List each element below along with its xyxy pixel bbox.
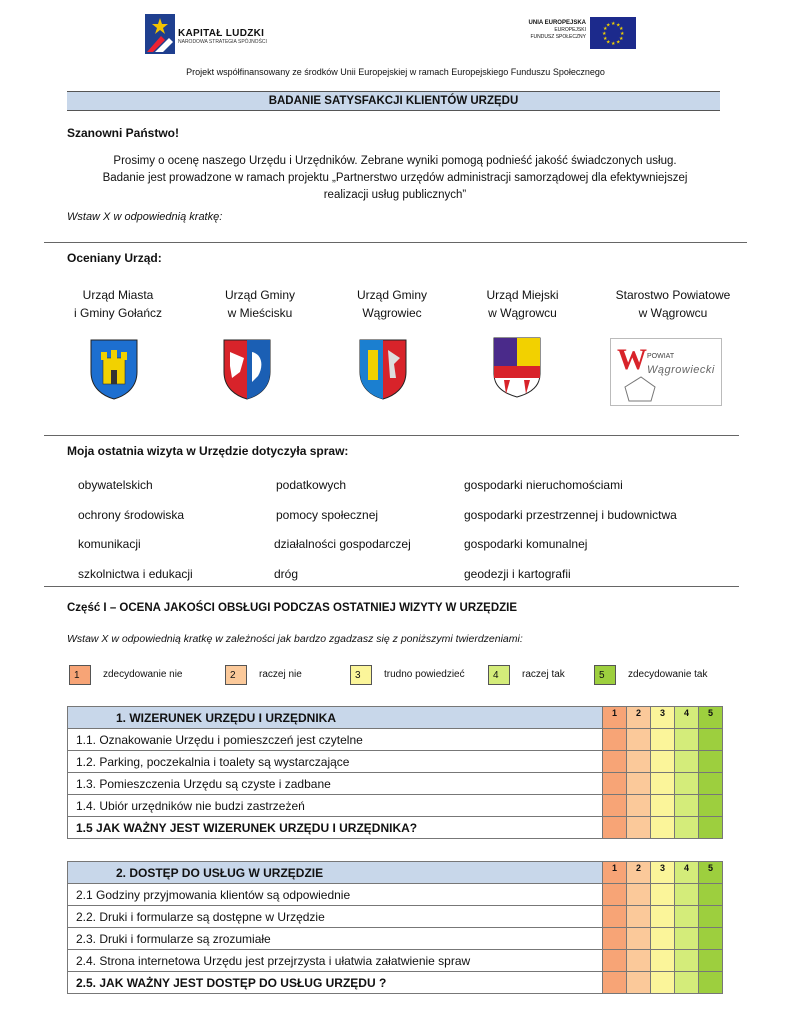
office-line-1: Starostwo Powiatowe bbox=[615, 288, 731, 302]
rating-cell-3[interactable] bbox=[651, 773, 675, 795]
rating-cell-5[interactable] bbox=[699, 884, 723, 906]
table-row bbox=[68, 795, 723, 817]
svg-text:W: W bbox=[617, 343, 647, 376]
rating-cell-3[interactable] bbox=[651, 972, 675, 994]
case-obywatelskich[interactable]: obywatelskich bbox=[78, 478, 153, 492]
question-label: 1.3. Pomieszczenia Urzędu są czyste i zadbane bbox=[68, 773, 603, 795]
powiat-logo-name: Wągrowiecki bbox=[647, 364, 715, 376]
case-budownictwo[interactable]: gospodarki przestrzennej i budownictwa bbox=[464, 508, 677, 522]
rating-cell-3[interactable] bbox=[651, 729, 675, 751]
golancz-crest-icon bbox=[89, 338, 139, 400]
rating-cell-5[interactable] bbox=[699, 773, 723, 795]
case-srodowisko[interactable]: ochrony środowiska bbox=[78, 508, 185, 522]
question-label: 1.1. Oznakowanie Urzędu i pomieszczeń jest czytelne bbox=[68, 729, 603, 751]
rating-cell-2[interactable] bbox=[627, 751, 651, 773]
rating-cell-3[interactable] bbox=[651, 817, 675, 839]
rating-cell-5[interactable] bbox=[699, 729, 723, 751]
svg-text:★: ★ bbox=[619, 26, 624, 32]
rating-cell-1[interactable] bbox=[603, 906, 627, 928]
rating-cell-5[interactable] bbox=[699, 795, 723, 817]
rating-cell-3[interactable] bbox=[651, 928, 675, 950]
rating-cell-4[interactable] bbox=[675, 972, 699, 994]
intro-text bbox=[60, 153, 730, 204]
svg-text:★: ★ bbox=[603, 36, 608, 42]
miescisko-crest-icon bbox=[222, 338, 272, 400]
rating-cell-1[interactable] bbox=[603, 928, 627, 950]
rating-cell-1[interactable] bbox=[603, 773, 627, 795]
svg-text:★: ★ bbox=[616, 39, 621, 46]
table-row bbox=[68, 928, 723, 950]
office-line-1: Urząd Gminy bbox=[356, 288, 427, 302]
scale-box-4: 4 bbox=[488, 665, 510, 685]
wagrowiec-miasto-crest-icon bbox=[492, 336, 542, 398]
office-line-1: Urząd Miasta bbox=[82, 288, 154, 302]
rating-cell-2[interactable] bbox=[627, 906, 651, 928]
office-line-2: w Wągrowcu bbox=[488, 306, 557, 320]
greeting: Szanowni Państwo! bbox=[67, 126, 180, 140]
office-wagrowiec-gmina[interactable] bbox=[332, 286, 452, 322]
svg-text:★: ★ bbox=[606, 39, 611, 46]
rating-cell-3[interactable] bbox=[651, 950, 675, 972]
rating-cell-4[interactable] bbox=[675, 795, 699, 817]
svg-text:★: ★ bbox=[616, 22, 621, 29]
svg-text:★: ★ bbox=[606, 22, 611, 29]
importance-row bbox=[68, 972, 723, 994]
question-label: 1.2. Parking, poczekalnia i toalety są wystarczające bbox=[68, 751, 603, 773]
rating-cell-4[interactable] bbox=[675, 729, 699, 751]
rating-cell-1[interactable] bbox=[603, 972, 627, 994]
importance-question: 2.5. JAK WAŻNY JEST DOSTĘP DO USŁUG URZĘDU ? bbox=[68, 972, 603, 994]
scale-box-5: 5 bbox=[594, 665, 616, 685]
importance-question: 1.5 JAK WAŻNY JEST WIZERUNEK URZĘDU I URZĘDNIKA? bbox=[68, 817, 603, 839]
rating-cell-3[interactable] bbox=[651, 751, 675, 773]
eu-line-2: EUROPEJSKI bbox=[554, 27, 586, 33]
case-komunalna[interactable]: gospodarki komunalnej bbox=[464, 537, 588, 551]
rating-cell-1[interactable] bbox=[603, 795, 627, 817]
rating-cell-5[interactable] bbox=[699, 817, 723, 839]
question-label: 2.2. Druki i formularze są dostępne w Urzędzie bbox=[68, 906, 603, 928]
instruction: Wstaw X w odpowiednią kratkę: bbox=[67, 211, 223, 223]
section-2-title: 2. DOSTĘP DO USŁUG W URZĘDZIE bbox=[68, 862, 603, 884]
rating-cell-1[interactable] bbox=[603, 751, 627, 773]
case-dzialalnosc[interactable]: działalności gospodarczej bbox=[274, 537, 411, 551]
survey-title: BADANIE SATYSFAKCJI KLIENTÓW URZĘDU bbox=[67, 91, 720, 111]
section-header-row bbox=[68, 862, 723, 884]
rating-cell-4[interactable] bbox=[675, 950, 699, 972]
col-2-header: 2 bbox=[627, 707, 651, 729]
divider bbox=[44, 435, 739, 436]
rating-cell-2[interactable] bbox=[627, 928, 651, 950]
offices-heading: Oceniany Urząd: bbox=[67, 251, 162, 265]
office-line-1: Urząd Gminy bbox=[224, 288, 295, 302]
rating-cell-4[interactable] bbox=[675, 928, 699, 950]
section-header-row bbox=[68, 707, 723, 729]
kapital-ludzki-title: KAPITAŁ LUDZKI bbox=[178, 28, 265, 39]
scale-box-3: 3 bbox=[350, 665, 372, 685]
divider bbox=[44, 242, 747, 243]
scale-label-4: raczej tak bbox=[522, 669, 565, 680]
intro-line-3: realizacji usług publicznych” bbox=[323, 189, 467, 201]
rating-cell-1[interactable] bbox=[603, 950, 627, 972]
table-row bbox=[68, 729, 723, 751]
eu-flag-icon bbox=[590, 17, 636, 49]
question-label: 2.4. Strona internetowa Urzędu jest przejrzysta i ułatwia załatwienie spraw bbox=[68, 950, 603, 972]
intro-line-2: Badanie jest prowadzone w ramach projektu „Partnerstwo urzędów administracji samorządowej dla efektywniejszej bbox=[102, 172, 688, 184]
rating-cell-2[interactable] bbox=[627, 795, 651, 817]
svg-text:★: ★ bbox=[603, 26, 608, 32]
scale-label-2: raczej nie bbox=[259, 669, 302, 680]
scale-label-5: zdecydowanie tak bbox=[628, 669, 708, 680]
rating-cell-5[interactable] bbox=[699, 950, 723, 972]
rating-cell-2[interactable] bbox=[627, 773, 651, 795]
rating-cell-2[interactable] bbox=[627, 950, 651, 972]
col-2-header: 2 bbox=[627, 862, 651, 884]
scale-box-2: 2 bbox=[225, 665, 247, 685]
wagrowiec-gmina-crest-icon bbox=[358, 338, 408, 400]
eu-line-3: FUNDUSZ SPOŁECZNY bbox=[530, 34, 586, 40]
section-2-table bbox=[67, 861, 723, 994]
rating-cell-4[interactable] bbox=[675, 773, 699, 795]
powiat-wagrowiecki-logo bbox=[610, 338, 722, 406]
part1-instruction: Wstaw X w odpowiednią kratkę w zależności jak bardzo zgadzasz się z poniższymi twierdzeniami: bbox=[67, 633, 523, 645]
col-5-header: 5 bbox=[699, 862, 723, 884]
rating-cell-1[interactable] bbox=[603, 884, 627, 906]
rating-cell-5[interactable] bbox=[699, 972, 723, 994]
importance-row bbox=[68, 817, 723, 839]
col-1-header: 1 bbox=[603, 862, 627, 884]
rating-cell-5[interactable] bbox=[699, 906, 723, 928]
svg-text:★: ★ bbox=[602, 31, 607, 37]
col-1-header: 1 bbox=[603, 707, 627, 729]
svg-text:★: ★ bbox=[611, 41, 616, 47]
office-starostwo[interactable] bbox=[598, 286, 748, 322]
case-edukacja[interactable]: szkolnictwa i edukacji bbox=[78, 567, 193, 581]
rating-cell-1[interactable] bbox=[603, 729, 627, 751]
case-podatkowych[interactable]: podatkowych bbox=[276, 478, 347, 492]
col-4-header: 4 bbox=[675, 707, 699, 729]
powiat-logo-top: POWIAT bbox=[647, 353, 675, 360]
kapital-ludzki-subtitle: NARODOWA STRATEGIA SPÓJNOŚCI bbox=[178, 39, 267, 45]
table-row bbox=[68, 950, 723, 972]
rating-cell-2[interactable] bbox=[627, 817, 651, 839]
office-wagrowiec-miasto[interactable] bbox=[460, 286, 585, 322]
eu-line-1: UNIA EUROPEJSKA bbox=[528, 20, 586, 26]
scale-box-1: 1 bbox=[69, 665, 91, 685]
scale-label-3: trudno powiedzieć bbox=[384, 669, 465, 680]
svg-text:★: ★ bbox=[611, 21, 616, 27]
rating-cell-2[interactable] bbox=[627, 972, 651, 994]
rating-cell-2[interactable] bbox=[627, 884, 651, 906]
rating-cell-4[interactable] bbox=[675, 906, 699, 928]
kapital-ludzki-emblem-icon bbox=[143, 14, 177, 54]
svg-text:★: ★ bbox=[619, 36, 624, 42]
office-miescisko[interactable] bbox=[200, 286, 320, 322]
cases-heading: Moja ostatnia wizyta w Urzędzie dotyczyła spraw: bbox=[67, 444, 349, 458]
table-row bbox=[68, 906, 723, 928]
case-nieruchomosci[interactable]: gospodarki nieruchomościami bbox=[464, 478, 623, 492]
rating-cell-3[interactable] bbox=[651, 906, 675, 928]
office-line-2: Wągrowiec bbox=[362, 306, 422, 320]
table-row bbox=[68, 884, 723, 906]
rating-cell-5[interactable] bbox=[699, 751, 723, 773]
office-line-2: w Mieścisku bbox=[227, 306, 293, 320]
case-komunikacja[interactable]: komunikacji bbox=[78, 537, 141, 551]
table-row bbox=[68, 773, 723, 795]
rating-cell-1[interactable] bbox=[603, 817, 627, 839]
eu-logo-text bbox=[500, 20, 586, 41]
col-3-header: 3 bbox=[651, 862, 675, 884]
case-drogi[interactable]: dróg bbox=[274, 567, 299, 581]
rating-cell-5[interactable] bbox=[699, 928, 723, 950]
project-funding-line: Projekt współfinansowany ze środków Unii Europejskiej w ramach Europejskiego Funduszu Społecznego bbox=[186, 67, 605, 77]
col-3-header: 3 bbox=[651, 707, 675, 729]
col-5-header: 5 bbox=[699, 707, 723, 729]
rating-cell-3[interactable] bbox=[651, 795, 675, 817]
col-4-header: 4 bbox=[675, 862, 699, 884]
case-geodezja[interactable]: geodezji i kartografii bbox=[464, 567, 571, 581]
question-label: 2.1 Godziny przyjmowania klientów są odpowiednie bbox=[68, 884, 603, 906]
office-golancz[interactable] bbox=[58, 286, 178, 322]
question-label: 1.4. Ubiór urzędników nie budzi zastrzeżeń bbox=[68, 795, 603, 817]
rating-cell-4[interactable] bbox=[675, 817, 699, 839]
intro-line-1: Prosimy o ocenę naszego Urzędu i Urzędników. Zebrane wyniki pomogą podnieść jakość świadczonych usług. bbox=[113, 155, 677, 167]
rating-cell-3[interactable] bbox=[651, 884, 675, 906]
rating-cell-2[interactable] bbox=[627, 729, 651, 751]
divider bbox=[44, 586, 739, 587]
office-line-1: Urząd Miejski bbox=[486, 288, 559, 302]
office-line-2: i Gminy Gołańcz bbox=[73, 306, 163, 320]
case-pomoc-spoleczna[interactable]: pomocy społecznej bbox=[276, 508, 379, 522]
section-1-title: 1. WIZERUNEK URZĘDU I URZĘDNIKA bbox=[68, 707, 603, 729]
table-row bbox=[68, 751, 723, 773]
office-line-2: w Wągrowcu bbox=[638, 306, 708, 320]
scale-label-1: zdecydowanie nie bbox=[103, 669, 183, 680]
question-label: 2.3. Druki i formularze są zrozumiałe bbox=[68, 928, 603, 950]
part1-heading: Część I – OCENA JAKOŚCI OBSŁUGI PODCZAS OSTATNIEJ WIZYTY W URZĘDZIE bbox=[67, 602, 518, 614]
rating-cell-4[interactable] bbox=[675, 751, 699, 773]
section-1-table bbox=[67, 706, 723, 839]
svg-text:★: ★ bbox=[620, 31, 625, 37]
rating-cell-4[interactable] bbox=[675, 884, 699, 906]
